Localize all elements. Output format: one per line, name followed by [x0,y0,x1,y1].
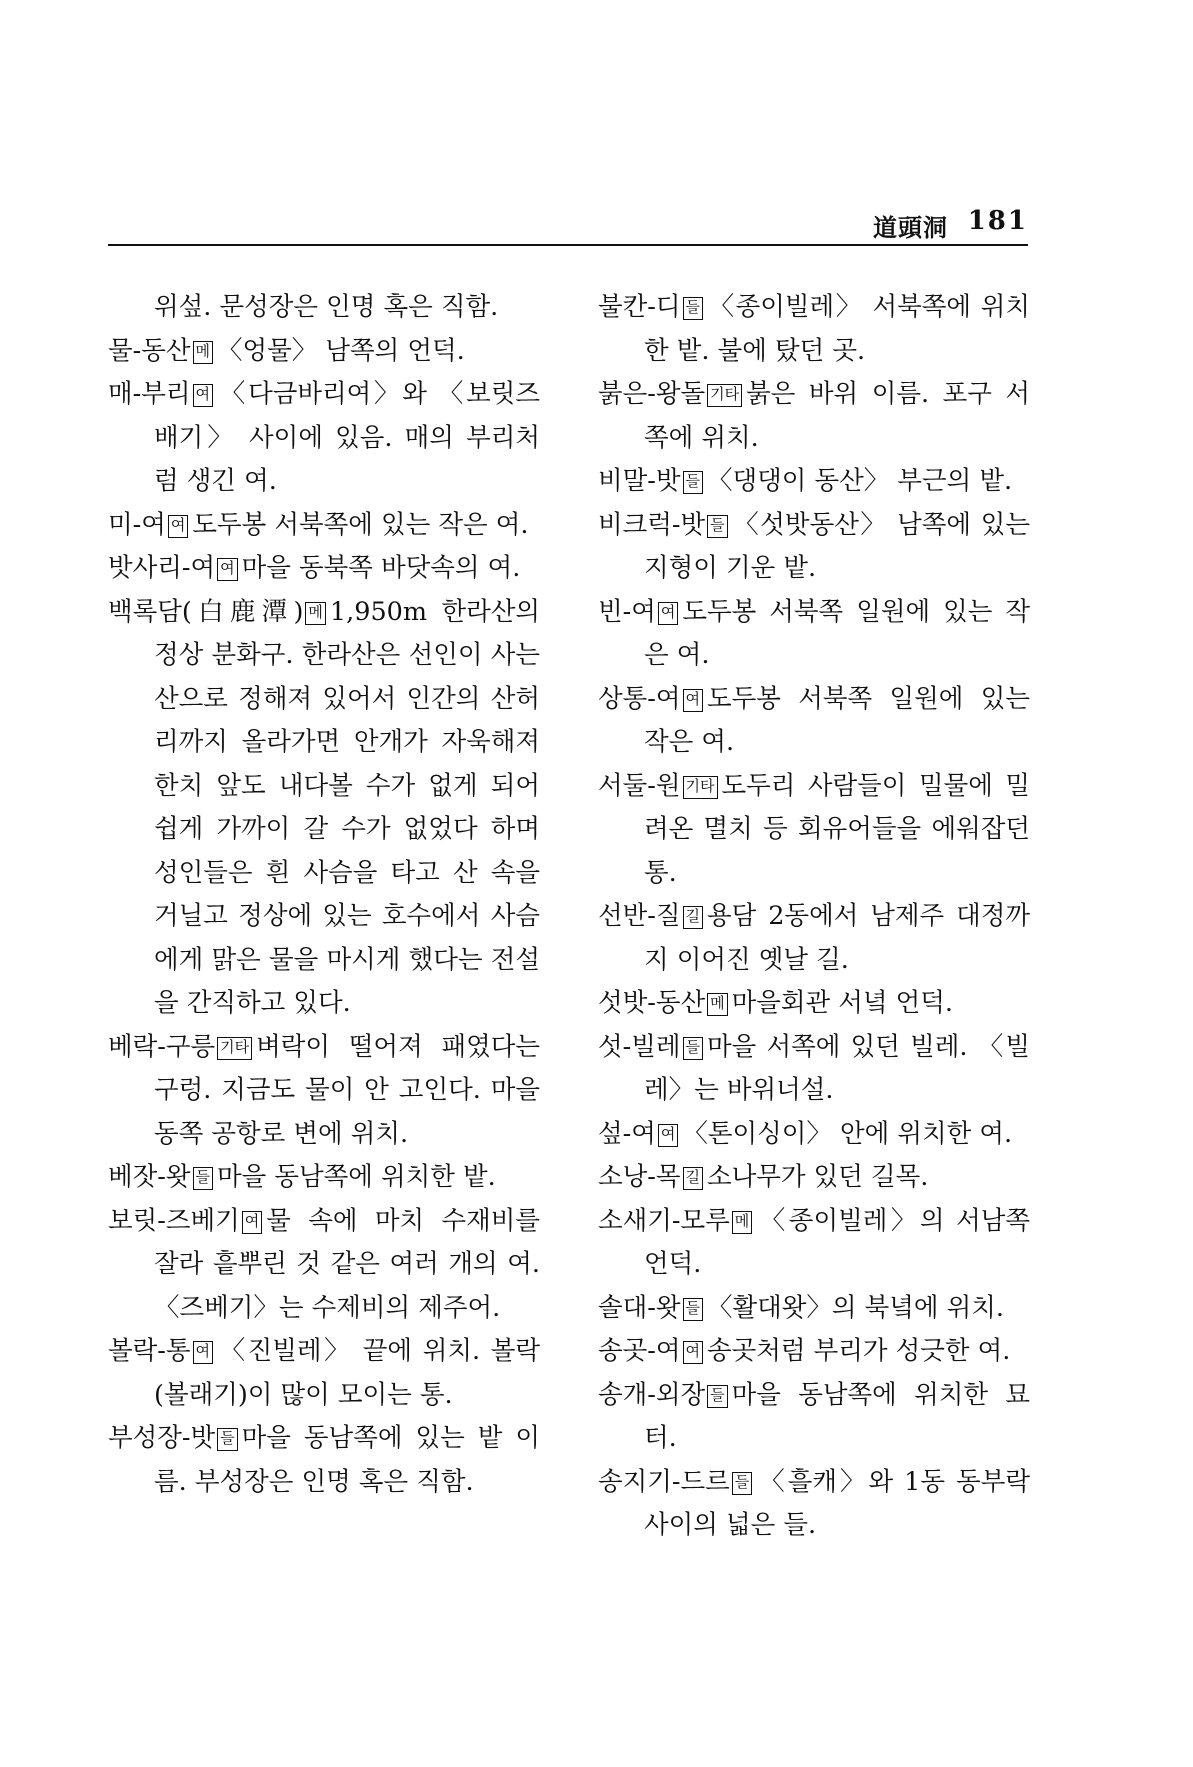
entry-term: 비말-밧 [598,466,681,496]
glossary-entry [598,460,1030,504]
glossary-entry [108,1330,540,1417]
entry-term: 서둘-원 [598,770,681,801]
entry-term: 베락-구릉 [108,1031,216,1062]
glossary-entry [598,1287,1030,1331]
glossary-entry [598,678,1030,765]
category-tag: 메 [707,993,728,1016]
entry-definition: 〈활대왓〉의 북녘에 위치. [707,1292,1005,1323]
category-tag: 메 [305,602,326,625]
entry-term: 불칸-디 [598,292,681,322]
category-tag: 여 [683,689,704,712]
entry-definition: 〈톤이싱이〉 안에 위치한 여. [682,1118,1013,1149]
entry-term: 백록담(白鹿潭) [108,596,304,627]
glossary-entry [598,1200,1030,1287]
entry-term: 비크럭-밧 [598,509,706,540]
category-tag: 들 [193,1167,214,1190]
entry-term: 송개-외장 [598,1379,706,1410]
category-tag: 들 [732,1472,753,1495]
entry-term: 미-여 [108,509,166,540]
glossary-entry [108,1417,540,1504]
entry-term: 붉은-왕돌 [598,379,706,409]
page-number: 181 [967,206,1028,236]
glossary-entry [598,286,1030,373]
right-column [598,286,1030,1548]
entry-definition: 붉은 바위 이름. 포구 서쪽에 위치. [644,379,1030,453]
entry-definition: 〈댕댕이 동산〉 부근의 밭. [707,466,1013,496]
category-tag: 여 [658,1124,679,1147]
category-tag: 여 [658,602,679,625]
category-tag: 여 [683,1341,704,1364]
glossary-entry [108,1200,540,1331]
glossary-entry [108,547,540,591]
entry-definition: 물 속에 마치 수재비를 잘라 흩뿌린 것 같은 여러 개의 여. 〈즈베기〉는 수제비의 제주어. [154,1205,540,1323]
entry-definition: 마을 동남쪽에 위치한 밭. [217,1162,496,1192]
entry-definition: 1,950m 한라산의 정상 분화구. 한라산은 선인이 사는 산으로 정해져 있어서 인간의 산허리까지 올라가면 안개가 자욱해져 한치 앞도 내다볼 수가 없게 되어 쉽게 가까이 갈 수가 없었다 하며 성인들은 흰 사슴을 타고 산 속을 거닐고 정상에 있는 호수에서 사슴에게 맑은 물을 마시게 했다는 전설을 간직하고 있다. [154,596,541,1018]
glossary-entry [108,1156,540,1200]
entry-term: 섶-여 [598,1118,656,1149]
entry-definition: 〈다금바리여〉와 〈보릿즈배기〉 사이에 있음. 매의 부리처럼 생긴 여. [154,379,540,496]
entry-definition: 위섶. 문성장은 인명 혹은 직함. [154,292,499,322]
entry-term: 송곳-여 [598,1336,681,1366]
entry-definition: 도두봉 서북쪽 일원에 있는 작은 여. [644,596,1030,670]
entry-term: 밧사리-여 [108,553,216,583]
category-tag: 메 [732,1211,753,1234]
entry-definition: 마을 서쪽에 있던 빌레. 〈빌레〉는 바위너설. [644,1031,1030,1105]
glossary-entry [598,1156,1030,1200]
category-tag: 들 [707,515,728,538]
glossary-entry [598,1461,1030,1548]
entry-term: 베잣-왓 [108,1162,191,1192]
category-tag: 여 [242,1211,263,1234]
category-tag: 들 [683,1037,704,1060]
glossary-entry [598,591,1030,678]
category-tag: 여 [193,1341,214,1364]
entry-definition: 〈진빌레〉 끝에 위치. 볼락(볼래기)이 많이 모이는 통. [154,1336,540,1410]
glossary-entry [598,1374,1030,1461]
entry-term: 매-부리 [108,379,191,409]
glossary-entry [598,895,1030,982]
entry-term: 솔대-왓 [598,1292,681,1323]
entry-term: 보릿-즈베기 [108,1205,240,1236]
category-tag: 들 [217,1428,238,1451]
entry-definition: 〈섯밧동산〉 남쪽에 있는 지형이 기운 밭. [644,509,1030,583]
page-header [108,208,1028,246]
category-tag: 기타 [707,384,742,407]
glossary-entry [108,373,540,504]
category-tag: 여 [193,384,214,407]
category-tag: 들 [707,1385,728,1408]
entry-definition: 마을 동북쪽 바닷속의 여. [241,553,521,583]
entry-definition: 마을 동남쪽에 위치한 묘터. [644,1379,1030,1453]
entry-term: 선반-질 [598,901,681,931]
category-tag: 들 [683,297,704,320]
entry-definition: 〈엉물〉 남쪽의 언덕. [217,335,465,366]
entry-definition: 도두봉 서북쪽에 있는 작은 여. [192,509,529,540]
glossary-entry [598,982,1030,1026]
category-tag: 메 [193,341,214,364]
entry-term: 섯밧-동산 [598,988,706,1018]
glossary-entry [108,330,540,374]
entry-definition: 용담 2동에서 남제주 대정까지 이어진 옛날 길. [644,901,1030,975]
glossary-entry [598,504,1030,591]
section-title: 道頭洞 [873,213,948,242]
glossary-entry [598,373,1030,460]
left-column [108,286,540,1504]
category-tag: 들 [683,1298,704,1321]
entry-term: 송지기-드르 [598,1466,730,1497]
category-tag: 기타 [217,1037,252,1060]
entry-term: 빈-여 [598,596,656,627]
entry-term: 물-동산 [108,335,191,366]
entry-definition: 벼락이 떨어져 패였다는 구렁. 지금도 물이 안 고인다. 마을 동쪽 공항로 변에 위치. [154,1031,540,1149]
entry-term: 부성장-밧 [108,1423,216,1453]
category-tag: 들 [683,471,704,494]
category-tag: 기타 [683,776,718,799]
entry-definition: 마을회관 서녘 언덕. [731,988,954,1018]
entry-definition: 〈종이빌레〉 서북쪽에 위치한 밭. 불에 탔던 곳. [644,292,1030,366]
entry-term: 소새기-모루 [598,1205,730,1236]
category-tag: 길 [683,906,704,929]
glossary-entry [598,1330,1030,1374]
category-tag: 여 [217,558,238,581]
category-tag: 길 [683,1167,704,1190]
entry-term: 소낭-목 [598,1162,681,1192]
entry-term: 볼락-통 [108,1336,191,1366]
entry-term: 상통-여 [598,683,681,714]
glossary-entry [108,286,540,330]
glossary-entry [598,1113,1030,1157]
glossary-entry [598,1026,1030,1113]
glossary-entry [598,765,1030,896]
entry-definition: 송곳처럼 부리가 성긋한 여. [707,1336,1011,1366]
entry-term: 섯-빌레 [598,1031,681,1062]
entry-definition: 〈종이빌레〉의 서남쪽 언덕. [644,1205,1030,1279]
glossary-entry [108,504,540,548]
entry-definition: 소나무가 있던 길목. [707,1162,929,1192]
glossary-entry [108,591,540,1026]
entry-definition: 도두리 사람들이 밀물에 밀려온 멸치 등 회유어들을 에워잡던 통. [644,770,1030,888]
entry-definition: 〈흘캐〉와 1동 동부락 사이의 넓은 들. [644,1466,1030,1540]
glossary-entry [108,1026,540,1157]
category-tag: 여 [168,515,189,538]
entry-definition: 도두봉 서북쪽 일원에 있는 작은 여. [644,683,1030,757]
entry-definition: 마을 동남쪽에 있는 밭 이름. 부성장은 인명 혹은 직함. [154,1423,540,1497]
